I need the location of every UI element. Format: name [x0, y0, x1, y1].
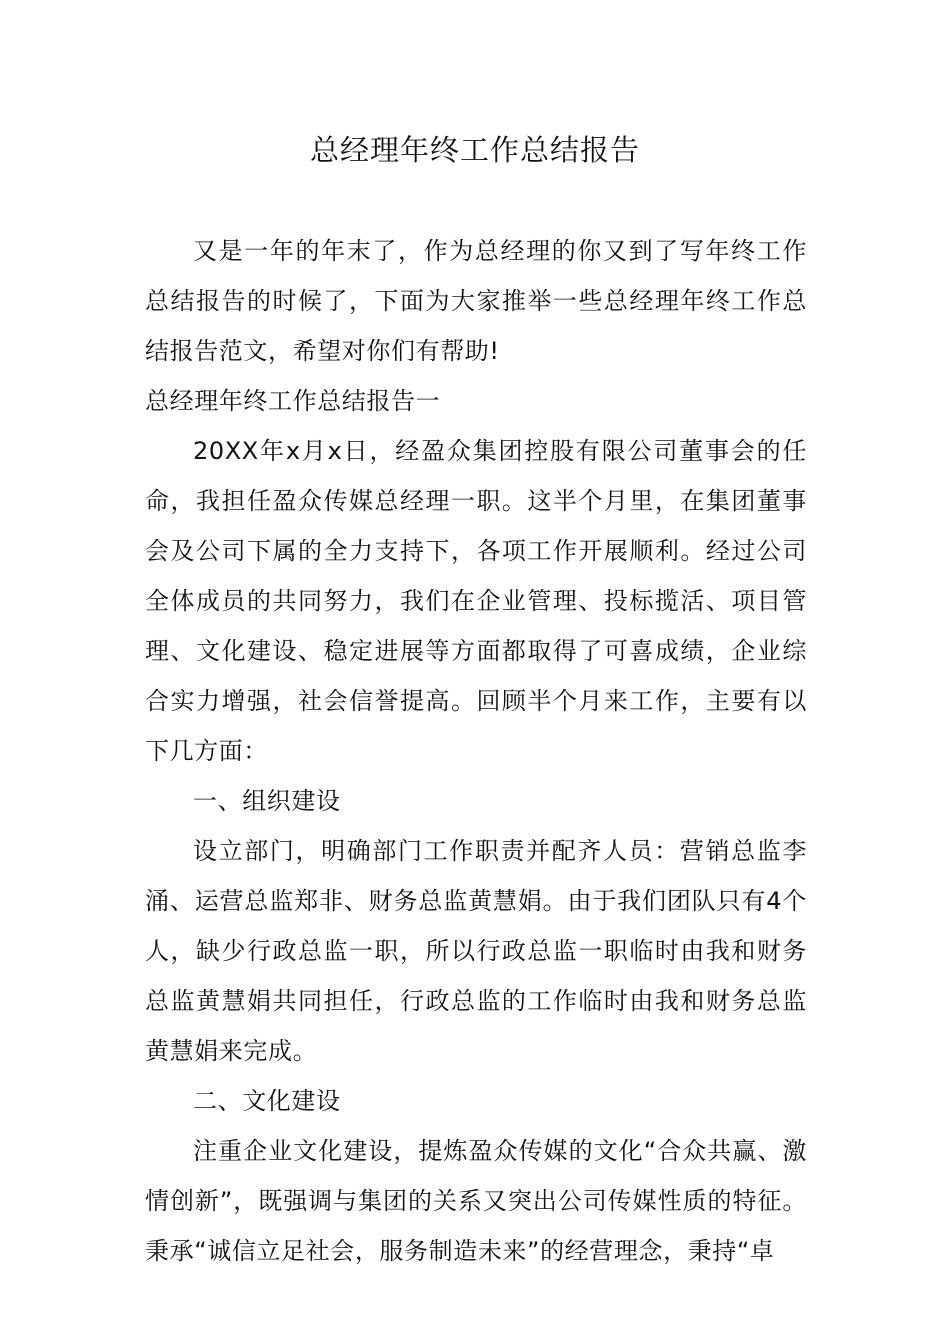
section-heading-report-one: 总经理年终工作总结报告一: [145, 387, 441, 415]
document-title: 总经理年终工作总结报告: [309, 133, 640, 167]
body-paragraph-appointment: 20XX年x月x日，经盈众集团控股有限公司董事会的任命，我担任盈众传媒总经理一职。这半个月里，在集团董事会及公司下属的全力支持下，各项工作开展顺利。经过公司全体成员的共同努力，我们在企业管理、投标揽活、项目管理、文化建设、稳定进展等方面都取得了可喜成绩，企业综合实力增强，社会信誉提高。回顾半个月来工作，主要有以下几方面：: [145, 437, 807, 765]
subheading-culture: 二、文化建设: [193, 1087, 341, 1115]
intro-paragraph: 又是一年的年末了，作为总经理的你又到了写年终工作总结报告的时候了，下面为大家推举一些总经理年终工作总结报告范文，希望对你们有帮助!: [145, 237, 807, 365]
body-paragraph-organization: 设立部门，明确部门工作职责并配齐人员：营销总监李涌、运营总监郑非、财务总监黄慧娟。由于我们团队只有4个人，缺少行政总监一职，所以行政总监一职临时由我和财务总监黄慧娟共同担任，行政总监的工作临时由我和财务总监黄慧娟来完成。: [145, 837, 807, 1065]
document-body: [145, 226, 807, 1276]
body-paragraph-culture: 注重企业文化建设，提炼盈众传媒的文化“合众共赢、激情创新”，既强调与集团的关系又突出公司传媒性质的特征。秉承“诚信立足社会，服务制造未来”的经营理念，秉持“卓: [145, 1137, 807, 1265]
subheading-organization: 一、组织建设: [193, 787, 341, 815]
